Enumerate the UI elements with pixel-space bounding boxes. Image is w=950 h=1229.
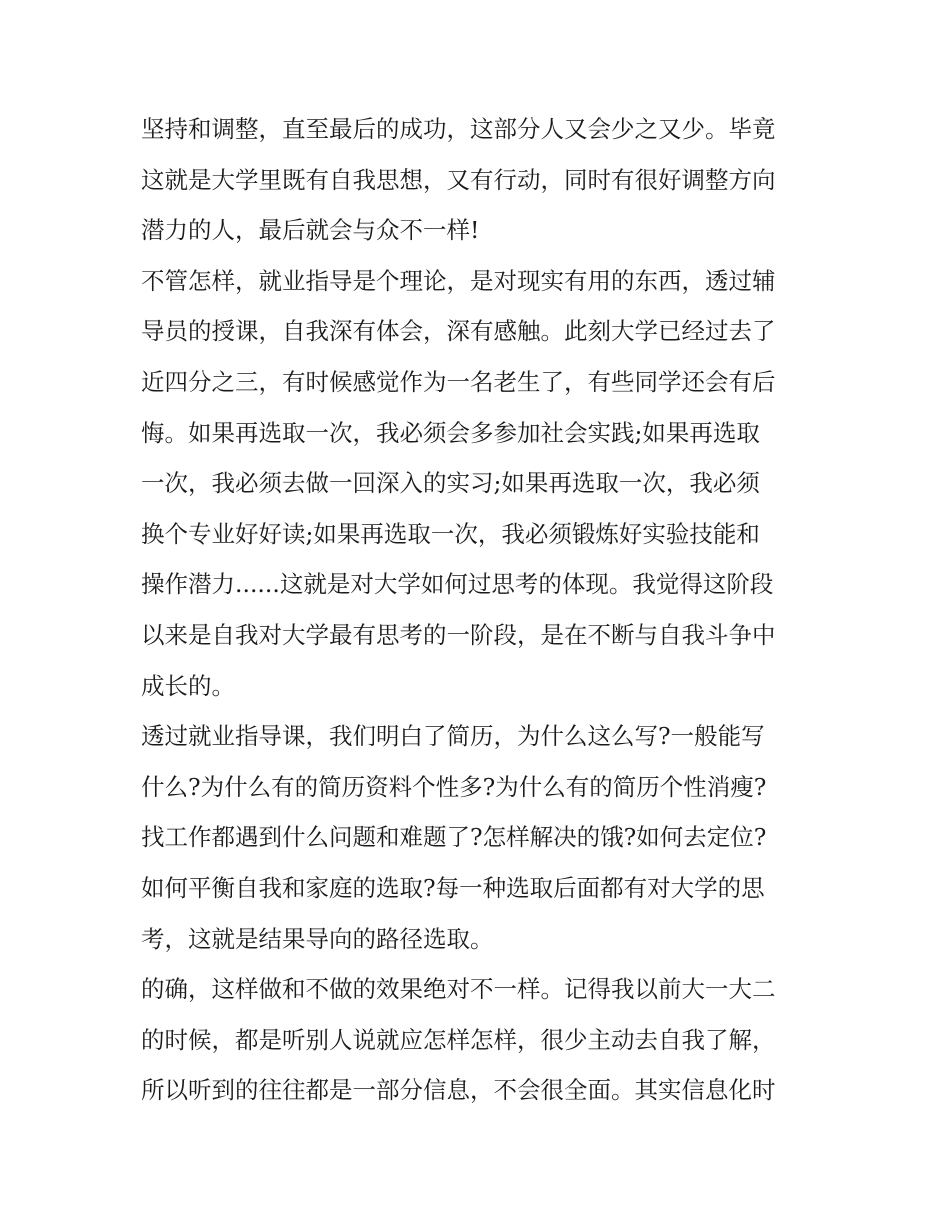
text-line: 的时候，都是听别人说就应怎样怎样，很少主动去自我了解， [141,1025,776,1054]
text-line: 所以听到的往往都是一部分信息，不会很全面。其实信息化时 [141,1076,776,1105]
text-line: 以来是自我对大学最有思考的一阶段，是在不断与自我斗争中 [141,620,776,649]
text-line: 如何平衡自我和家庭的选取?每一种选取后面都有对大学的思 [141,873,765,902]
text-line: 成长的。 [141,671,235,700]
text-line: 悔。如果再选取一次，我必须会多参加社会实践;如果再选取 [141,418,760,447]
document-body-text [141,104,821,1116]
text-line: 的确，这样做和不做的效果绝对不一样。记得我以前大一大二 [141,975,776,1004]
text-line: 换个专业好好读;如果再选取一次，我必须锻炼好实验技能和 [141,519,760,548]
text-line: 一次，我必须去做一回深入的实习;如果再选取一次，我必须 [141,469,760,498]
text-line: 透过就业指导课，我们明白了简历，为什么这么写?一般能写 [141,722,765,751]
text-line: 找工作都遇到什么问题和难题了?怎样解决的饿?如何去定位? [141,823,767,852]
text-line: 这就是大学里既有自我思想，又有行动，同时有很好调整方向 [141,165,776,194]
text-line: 什么?为什么有的简历资料个性多?为什么有的简历个性消瘦? [141,772,767,801]
text-line: 导员的授课，自我深有体会，深有感触。此刻大学已经过去了 [141,317,776,346]
text-line: 坚持和调整，直至最后的成功，这部分人又会少之又少。毕竟 [141,115,776,143]
text-line: 近四分之三，有时候感觉作为一名老生了，有些同学还会有后 [141,367,776,396]
text-line: 不管怎样，就业指导是个理论，是对现实有用的东西，透过辅 [141,266,776,295]
text-line: 潜力的人，最后就会与众不一样! [141,216,480,245]
text-line: 操作潜力......这就是对大学如何过思考的体现。我觉得这阶段 [141,570,774,599]
text-line: 考，这就是结果导向的路径选取。 [141,924,494,953]
